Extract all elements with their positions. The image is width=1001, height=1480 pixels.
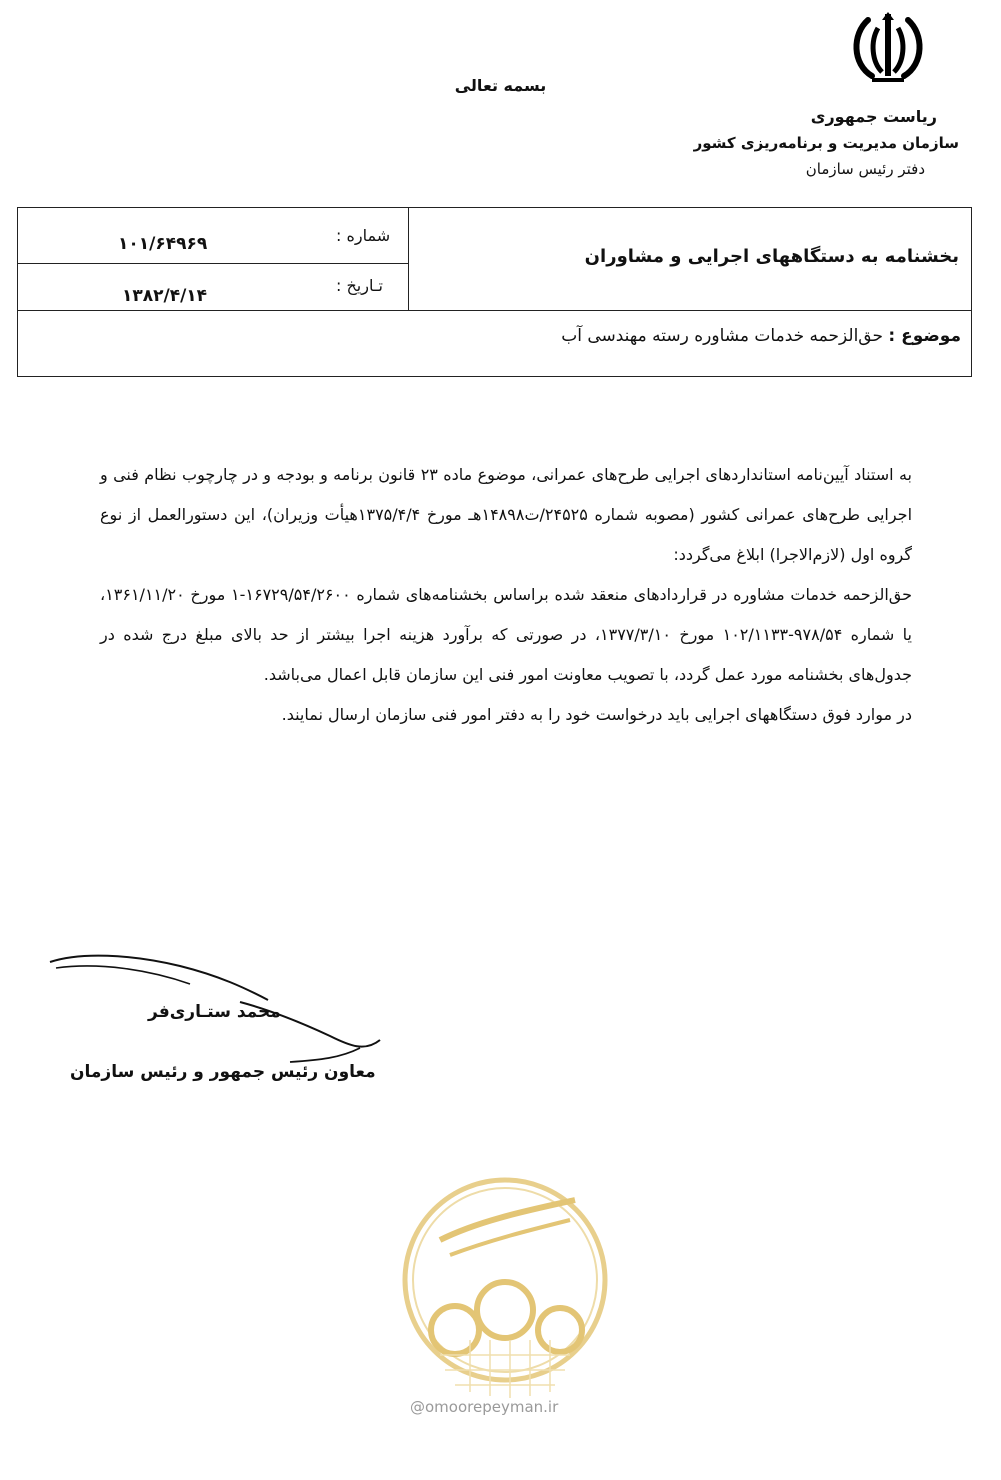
- omoorepeyman-watermark-logo: [400, 1160, 610, 1430]
- bismillah-heading: بسمه تعالی: [454, 76, 547, 95]
- letter-body: [100, 455, 912, 735]
- subject-text: حق‌الزحمه خدمات مشاوره رسته مهندسی آب: [561, 326, 883, 346]
- circular-header-box: [17, 207, 972, 377]
- organization-block: [694, 104, 959, 182]
- header-top-row: [18, 208, 971, 311]
- watermark-url: @omoorepeyman.ir: [410, 1398, 559, 1416]
- signer-title: معاون رئیس جمهور و رئیس سازمان: [70, 1062, 376, 1082]
- body-paragraph-1: به استناد آیین‌نامه استانداردهای اجرایی طرح‌های عمرانی، موضوع ماده ۲۳ قانون برنامه و بودجه و در چارچوب نظام فنی و اجرایی طرح‌های عمرانی کشور (مصوبه شماره ۲۴۵۲۵/ت۱۴۸۹۸هـ مورخ ۱۳۷۵/۴/۴هیأت وزیران)، این دستورالعمل از نوع گروه اول (لازم‌الاجرا) ابلاغ می‌گردد:: [100, 465, 913, 564]
- subject-label: موضوع :: [888, 326, 961, 346]
- signer-name: محمد ستـاری‌فر: [148, 1002, 281, 1022]
- body-paragraph-2: حق‌الزحمه خدمات مشاوره در قراردادهای منعقد شده براساس بخشنامه‌های شماره ۱۶۷۲۹/۵۴/۲۶۰۰-۱ مورخ ۱۳۶۱/۱۱/۲۰، یا شماره ۹۷۸/۵۴-۱۰۲/۱۱۳۳ مورخ ۱۳۷۷/۳/۱۰، در صورتی که برآورد هزینه اجرا بیشتر از حد بالای مبلغ درج شده در جدول‌های بخشنامه مورد عمل گردد، با تصویب معاونت امور فنی این سازمان قابل اعمال می‌باشد.: [100, 585, 913, 684]
- body-paragraph-3: در موارد فوق دستگاههای اجرایی باید درخواست خود را به دفتر امور فنی سازمان ارسال نمایند.: [281, 705, 912, 724]
- number-label: شماره :: [336, 226, 391, 245]
- org-office: دفتر رئیس سازمان: [805, 160, 925, 178]
- circular-title: بخشنامه به دستگاههای اجرایی و مشاوران: [584, 246, 959, 267]
- org-name: سازمان مدیریت و برنامه‌ریزی کشور: [693, 134, 959, 152]
- subject-line: [561, 326, 961, 346]
- number-value: ۱۰۱/۶۴۹۶۹: [118, 234, 208, 254]
- header-divider: [408, 208, 409, 311]
- iran-emblem-icon: [848, 10, 928, 88]
- date-label: تـاریخ :: [336, 276, 383, 295]
- date-value: ۱۳۸۲/۴/۱۴: [122, 286, 208, 306]
- header-number-date-divider: [18, 263, 408, 264]
- org-presidency: ریاست جمهوری: [810, 107, 937, 126]
